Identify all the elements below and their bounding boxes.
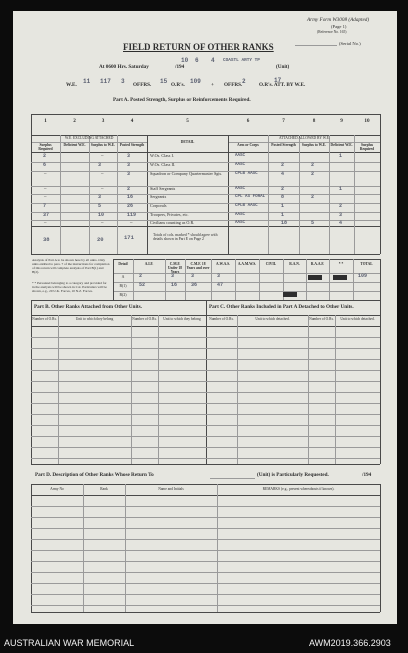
row-col3: 3 xyxy=(98,194,102,200)
row-arm-corps: AASC xyxy=(235,187,246,191)
total-col3: 20 xyxy=(97,236,104,243)
column-header: Surplus to W.E. xyxy=(90,143,116,147)
month-value: 6 xyxy=(195,57,199,64)
analysis-row-label: B(1) xyxy=(119,284,127,288)
part-b-title: Part B. Other Ranks Attached from Other Units. xyxy=(34,304,142,310)
unit-stamp: COASTL ARTY TP xyxy=(223,58,260,63)
redaction-block xyxy=(333,275,347,280)
column-number: 9 xyxy=(340,118,343,124)
column-header: Deficient W.E. xyxy=(330,143,353,147)
row-col4: 119 xyxy=(127,212,137,218)
column-number: 1 xyxy=(44,118,47,124)
row-col8: 2 xyxy=(311,171,315,177)
part-c-column: Unit to which detached. xyxy=(340,317,375,321)
analysis-note-2: * * Personnel belonging to a category and provided for in the analysis will be shown in Col. Particulars will be shown, e.g., 20 U.K. Forces, 10 N.Z. Forces. xyxy=(32,281,107,294)
row-detail: Civilians counting as O.R. xyxy=(150,220,195,225)
plus-sign: + xyxy=(211,82,214,88)
row-col2: 37 xyxy=(43,212,50,218)
row-detail: W.Os. Class I. xyxy=(150,153,174,158)
row-col4: 3 xyxy=(127,171,131,177)
offrs-value: 2 xyxy=(242,78,246,85)
row-col9: 1 xyxy=(339,153,343,159)
part-b-column: Unit to which they belong xyxy=(163,317,201,321)
analysis-note: Analysis of Part A to be shown here by all units. Only units entitled to para. 7 of the instructions for completion of this return will complete analysis of Part B(1) and B(2). xyxy=(32,258,110,275)
row-arm-corps: CPL AS FORAL xyxy=(235,195,266,199)
row-col9: 4 xyxy=(339,220,343,226)
reference-number: (Reference No. 165) xyxy=(317,30,347,34)
total-col2: 38 xyxy=(43,236,50,243)
row-col7: 18 xyxy=(281,220,288,226)
row-arm-corps: CPLB AASC xyxy=(235,204,258,208)
analysis-value: 3 xyxy=(217,273,221,279)
year-label: /194 xyxy=(175,64,185,70)
dash-mark: – xyxy=(101,187,104,192)
we-label: W.E. xyxy=(66,82,77,88)
or-value: 15 xyxy=(160,78,168,85)
analysis-total: 109 xyxy=(358,273,368,279)
dash-mark: – xyxy=(44,195,47,200)
analysis-header: CIVIL xyxy=(265,262,277,266)
row-col7: 2 xyxy=(281,186,285,192)
row-col4: 26 xyxy=(127,203,134,209)
day-value: 10 xyxy=(181,57,189,64)
row-col3: 3 xyxy=(98,162,102,168)
analysis-value: 36 xyxy=(191,282,198,288)
analysis-header: TOTAL xyxy=(360,262,373,266)
part-b-column: Number of O.Rs. xyxy=(32,317,57,321)
part-c-title: Part C. Other Ranks Included in Part A Detached to Other Units. xyxy=(209,304,354,310)
analysis-header: A.W.A.S. xyxy=(215,262,231,266)
row-col2: 2 xyxy=(43,153,47,159)
dash-mark: – xyxy=(44,172,47,177)
row-arm-corps: AASC xyxy=(235,213,246,217)
or-value-3: 17 xyxy=(274,77,282,84)
year-value: 4 xyxy=(211,57,215,64)
row-arm-corps: AASC xyxy=(235,163,246,167)
row-detail: Squadron or Company Quartermaster Sgts. xyxy=(150,171,223,176)
analysis-value: 16 xyxy=(171,282,178,288)
row-arm-corps: AASC xyxy=(235,154,246,158)
part-c-column: Number of O.Rs. xyxy=(209,317,234,321)
row-col3: 5 xyxy=(98,203,102,209)
table-top-rule xyxy=(31,114,380,115)
column-number: 2 xyxy=(73,118,76,124)
analysis-row-label: A xyxy=(121,275,125,279)
row-col8: 2 xyxy=(311,194,315,200)
dash-mark: – xyxy=(44,221,47,226)
row-col4: 2 xyxy=(127,186,131,192)
column-header: Posted Strength xyxy=(119,143,145,147)
we-value-1: 11 xyxy=(83,78,91,85)
redaction-block xyxy=(308,275,322,280)
column-number: 8 xyxy=(312,118,316,124)
analysis-header: R.A.A.F. xyxy=(310,262,325,266)
analysis-header: C.M.F. 18 Years and over xyxy=(186,262,210,270)
row-detail: Staff Sergeants xyxy=(150,186,176,191)
row-col2: 6 xyxy=(43,162,47,168)
column-header: Arm or Corps xyxy=(237,143,259,147)
analysis-value: 3 xyxy=(171,273,175,279)
form-reference: Army Form W3008 (Adapted) xyxy=(307,17,370,23)
column-header: Posted Strength xyxy=(271,143,296,147)
row-col9: 1 xyxy=(339,186,343,192)
part-d-date: /194 xyxy=(362,472,372,478)
row-col7: 8 xyxy=(281,194,285,200)
part-a-title: Part A. Posted Strength, Surplus or Reinforcements Required. xyxy=(113,97,251,103)
form-page xyxy=(13,11,397,624)
column-number: 10 xyxy=(364,118,370,124)
att-by-we-label: O.R's. ATT. BY W.E. xyxy=(259,82,306,88)
serial-number-label: (Serial No.) xyxy=(339,41,361,46)
ors-label: O.R's. xyxy=(171,82,185,88)
part-c-column: Unit to which detached. xyxy=(255,317,290,321)
row-col9: 2 xyxy=(339,203,343,209)
row-arm-corps: AASC xyxy=(235,221,246,225)
dash-mark: – xyxy=(130,221,133,226)
column-header: Surplus Required xyxy=(38,143,53,151)
row-col7: 4 xyxy=(281,171,285,177)
row-col8: 2 xyxy=(311,162,315,168)
column-number: 4 xyxy=(130,118,134,124)
form-title: FIELD RETURN OF OTHER RANKS xyxy=(123,42,274,52)
attached-allowed-label: ATTACHED ALLOWED BY W.E. xyxy=(279,136,330,140)
or-value-2: 109 xyxy=(190,78,201,85)
column-number: 3 xyxy=(101,118,105,124)
analysis-header: C.M.F. Under 18 Years xyxy=(167,262,183,274)
part-b-column: Number of O.Rs. xyxy=(132,317,157,321)
row-col7: 1 xyxy=(281,212,285,218)
part-d-title: Part D. Description of Other Ranks Whose Return To xyxy=(35,472,154,478)
analysis-value: 3 xyxy=(191,273,195,279)
column-header: DETAIL xyxy=(180,140,195,144)
totals-detail: Totals of cols. marked * should agree with details shown in Part E on Page 2 xyxy=(153,233,218,242)
at-hours-label: At 0600 Hrs. Saturday xyxy=(99,64,149,70)
dash-mark: – xyxy=(44,187,47,192)
row-col4: 3 xyxy=(127,153,131,159)
part-d-column: Army No xyxy=(50,487,64,491)
column-header: Surplus Required xyxy=(359,143,375,151)
page-number: (Page 1) xyxy=(331,24,347,29)
dash-mark: – xyxy=(101,172,104,177)
footer-accession: AWM2019.366.2903 xyxy=(309,638,391,648)
part-d-column: Rank xyxy=(100,487,108,491)
row-col3: 10 xyxy=(98,212,105,218)
row-col7: 2 xyxy=(281,162,285,168)
offrs-label-2: OFFRS. xyxy=(224,82,243,88)
column-number: 7 xyxy=(282,118,285,124)
analysis-header: Detail xyxy=(118,262,128,266)
we-value-2: 117 xyxy=(100,78,111,85)
row-detail: W.Os. Class II. xyxy=(150,162,176,167)
we-excluding-attached-label: W.E. EXCLUDING ATTACHED xyxy=(65,136,114,140)
dash-mark: – xyxy=(101,221,104,226)
part-d-unit-label: (Unit) is Particularly Requested. xyxy=(257,472,329,478)
row-col4: 16 xyxy=(127,194,134,200)
analysis-header: * * xyxy=(338,262,344,266)
unit-label: (Unit) xyxy=(276,64,290,70)
part-c-column: Number of O.Rs. xyxy=(309,317,334,321)
row-col4: 3 xyxy=(127,162,131,168)
analysis-header: R.A.N. xyxy=(289,262,300,266)
row-col2: 7 xyxy=(43,203,47,209)
redaction-block xyxy=(283,292,297,297)
analysis-header: A.I.F. xyxy=(144,262,154,266)
row-arm-corps: CPLB AASC xyxy=(235,172,258,176)
part-d-column: Name and Initials xyxy=(158,487,184,491)
analysis-value: 2 xyxy=(139,273,143,279)
column-header: Surplus to W.E. xyxy=(301,143,327,147)
analysis-header: A.A.M.W.S. xyxy=(237,262,257,266)
part-d-column: REMARKS (e.g., present whereabouts if known). xyxy=(262,487,335,491)
row-col9: 3 xyxy=(339,212,343,218)
footer-credit: AUSTRALIAN WAR MEMORIAL xyxy=(4,638,135,648)
analysis-row-label: B(2) xyxy=(119,293,127,297)
column-number: 6 xyxy=(246,118,250,124)
row-detail: Sergeants xyxy=(150,194,167,199)
column-header: Deficient W.E. xyxy=(63,143,86,147)
column-number: 5 xyxy=(186,118,189,124)
offrs-label: OFFRS. xyxy=(133,82,152,88)
analysis-value: 47 xyxy=(217,282,224,288)
row-col7: 1 xyxy=(281,203,285,209)
row-col8: 5 xyxy=(311,220,315,226)
total-col4: 171 xyxy=(124,234,134,241)
analysis-value: 52 xyxy=(139,282,146,288)
row-detail: Corporals xyxy=(150,203,167,208)
part-b-column: Unit to which they belong xyxy=(75,317,114,321)
dash-mark: – xyxy=(101,154,104,159)
row-detail: Troopers, Privates, etc. xyxy=(150,212,189,217)
we-value-3: 3 xyxy=(121,78,125,85)
